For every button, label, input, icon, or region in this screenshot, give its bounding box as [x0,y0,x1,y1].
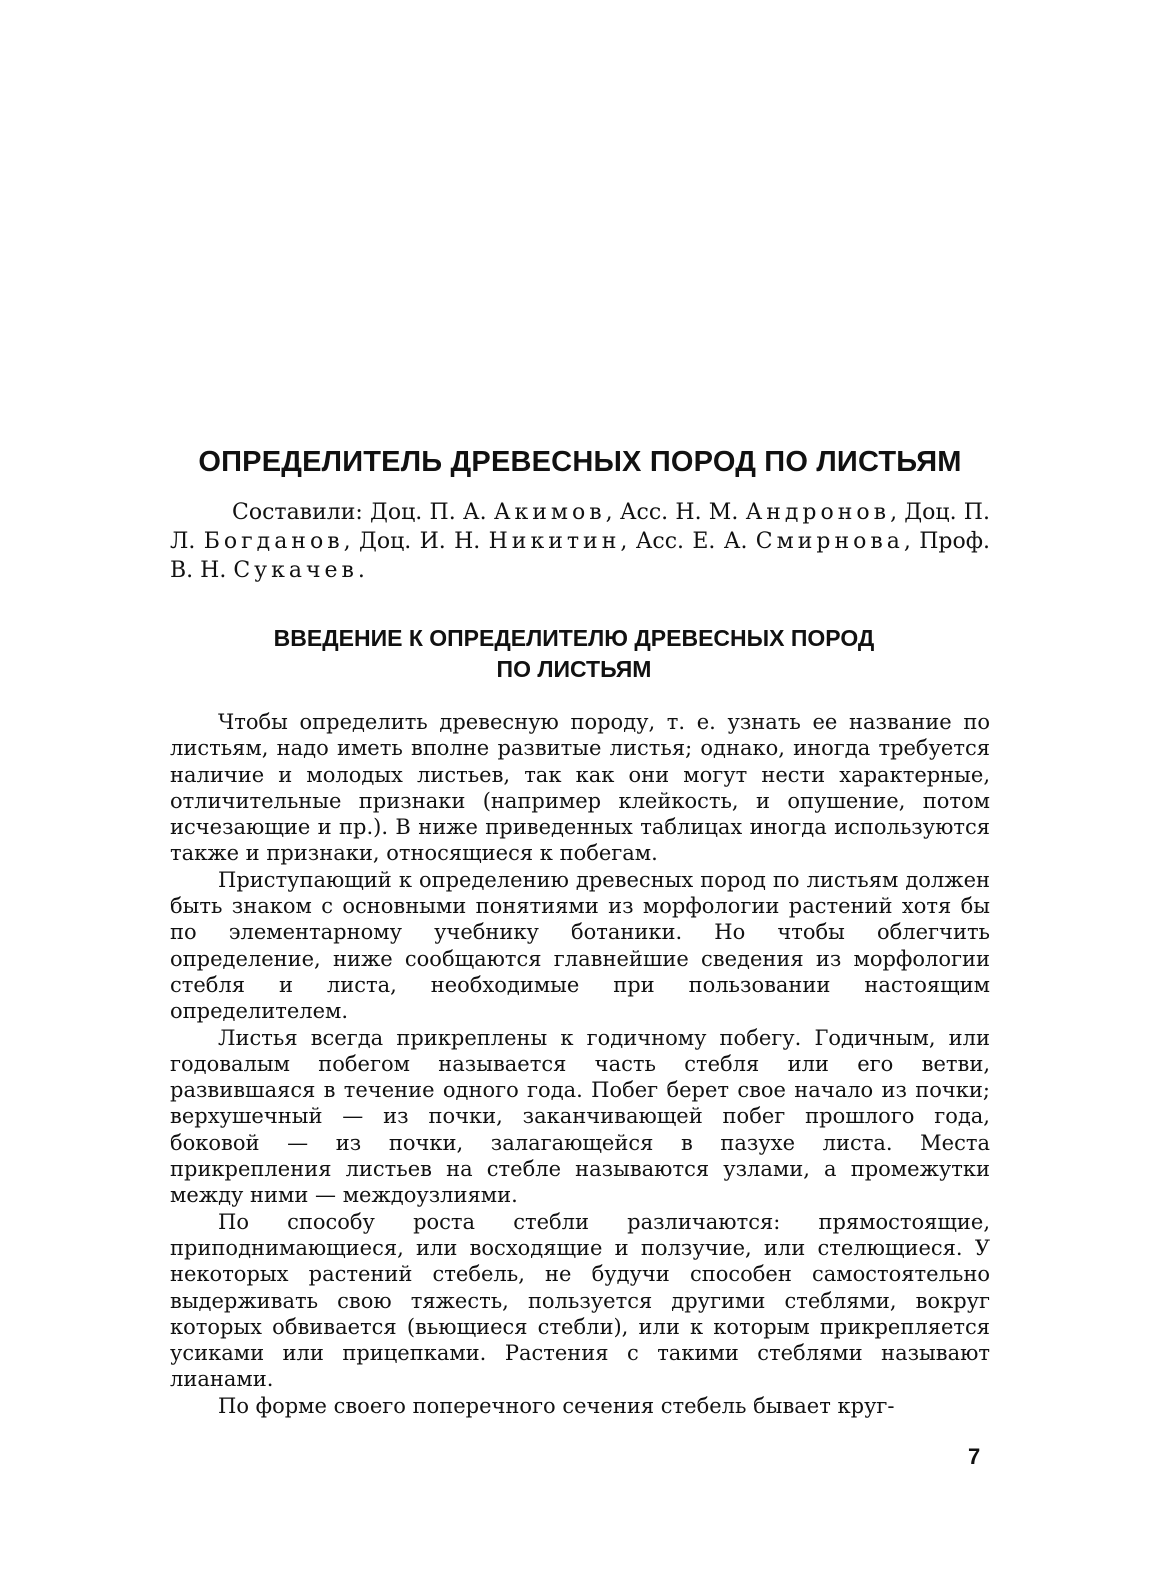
author-title: Доц. И. Н. [358,529,489,554]
author-sep: , [903,529,920,554]
section-title-line: ВВЕДЕНИЕ К ОПРЕДЕЛИТЕЛЮ ДРЕВЕСНЫХ ПОРОД [273,625,875,651]
section-title [170,623,990,685]
author-title: Проф. В. Н. [170,529,990,583]
author-name: Богданов [203,529,344,554]
page-number: 7 [968,1444,981,1469]
author-sep: , [620,529,636,554]
author-name: Сукачев [233,558,358,583]
body-paragraph: По способу роста стебли различаются: прямостоящие, приподнимающиеся, или восходящие и ползучие, или стелющиеся. У некоторых растений стебель, не будучи способен самостоятельно выдерживать свою тяжесть, пользуется другими стеблями, вокруг которых обвивается (вьющиеся стебли), или к которым прикрепляется усиками или прицепками. Растения с такими стеблями называют лианами. [170,1209,990,1392]
author-sep: . [357,558,365,583]
body-paragraph: Чтобы определить древесную породу, т. е. узнать ее название по листьям, надо иметь вполне развитые листья; однако, иногда требуется наличие и молодых листьев, так как они могут нести характерные, отличительные признаки (например клейкость, и опушение, потом исчезающие и пр.). В ниже приведенных таблицах иногда используются также и признаки, относящиеся к побегам. [170,710,990,866]
author-name: Никитин [488,529,621,554]
author-sep: , [890,500,905,525]
authors-prefix: Составили: [232,500,371,525]
author-sep: , [605,500,620,525]
page-content [170,430,990,1419]
author-name: Андронов [745,500,891,525]
author-title: Асс. Е. А. [635,529,756,554]
author-title: Асс. Н. М. [619,500,746,525]
body-paragraph: Приступающий к определению древесных пород по листьям должен быть знаком с основными понятиями из морфологии растений хотя бы по элементарному учебнику ботаники. Но чтобы облегчить определение, ниже сообщаются главнейшие сведения из морфологии стебля и листа, необходимые при пользовании настоящим определителем. [170,867,990,1024]
section-title-line: ПО ЛИСТЬЯМ [496,656,652,682]
authors-line [170,498,990,585]
author-name: Акимов [493,500,606,525]
body-paragraph: Листья всегда прикреплены к годичному побегу. Годичным, или годовалым побегом называется часть стебля или его ветви, развившаяся в течение одного года. Побег берет свое начало из почки; верхушечный — из почки, заканчивающей побег прошлого года, боковой — из почки, залагающейся в пазухе листа. Места прикрепления листьев на стебле называются узлами, а промежутки между ними — междоузлиями. [170,1025,990,1208]
document-title: ОПРЕДЕЛИТЕЛЬ ДРЕВЕСНЫХ ПОРОД ПО ЛИСТЬЯМ [198,446,962,478]
author-title: Доц. П. А. [370,500,494,525]
author-name: Смирнова [755,529,904,554]
author-title: Доц. П. Л. [170,500,990,554]
body-paragraph: По форме своего поперечного сечения стебель бывает круг- [218,1393,895,1418]
author-sep: , [343,529,359,554]
